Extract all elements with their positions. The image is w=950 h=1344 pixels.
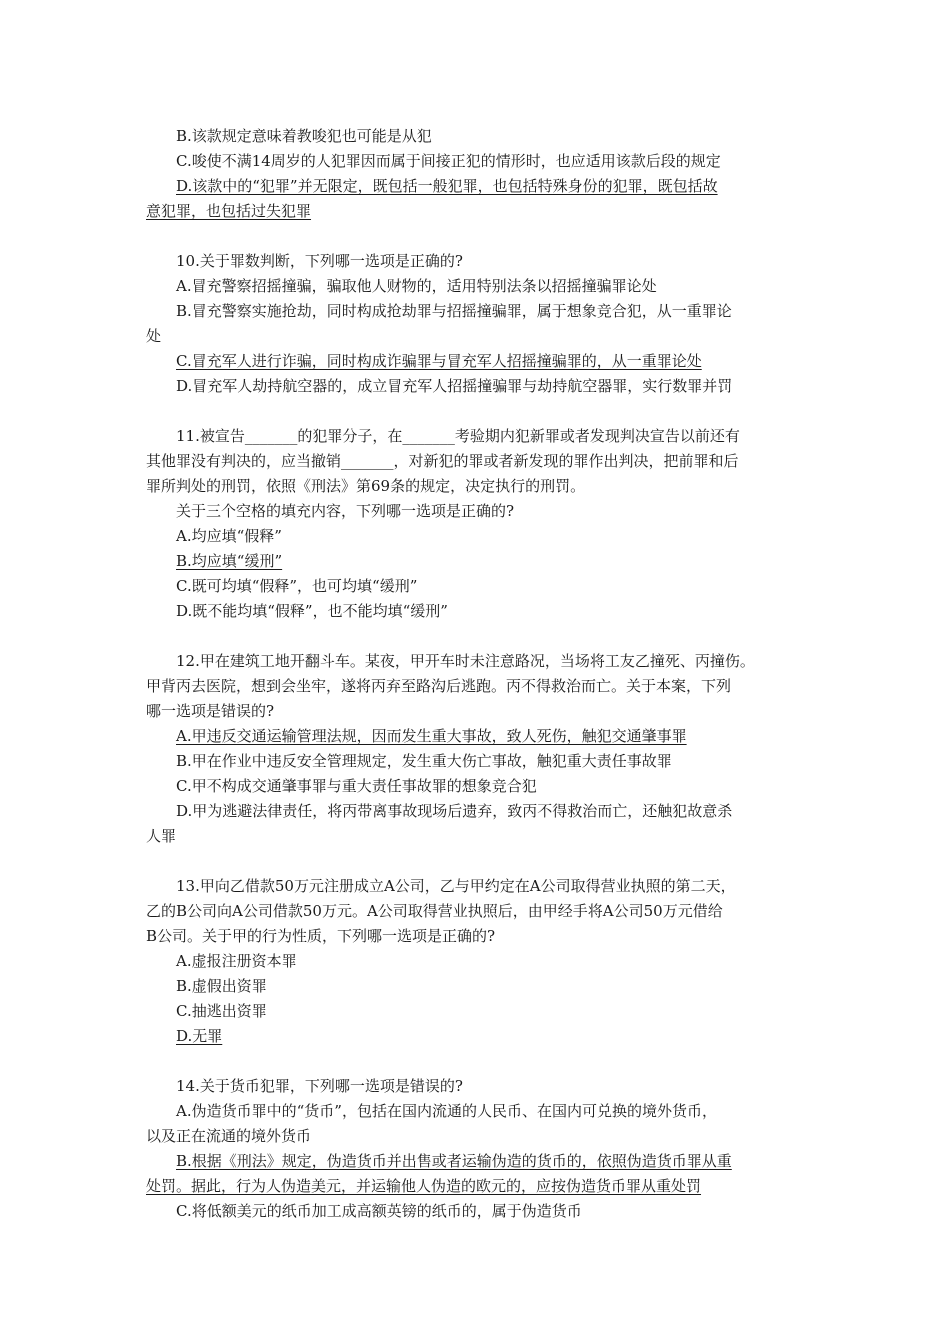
q13-stem-line2: 乙的B公司向A公司借款50万元。A公司取得营业执照后，由甲经手将A公司50万元借给 [146, 902, 723, 920]
q12-answer-a: A.甲违反交通运输管理法规，因而发生重大事故，致人死伤，触犯交通肇事罪 [176, 727, 687, 745]
q11-answer-b: B.均应填“缓刑” [176, 552, 283, 570]
q14-answer-b-line1: B.根据《刑法》规定，伪造货币并出售或者运输伪造的货币的，依照伪造货币罪从重 [176, 1152, 732, 1170]
q12-option-c: C.甲不构成交通肇事罪与重大责任事故罪的想象竞合犯 [176, 777, 537, 795]
q9-option-c: C.唆使不满14周岁的人犯罪因而属于间接正犯的情形时，也应适用该款后段的规定 [176, 152, 721, 170]
q10-option-a: A.冒充警察招摇撞骗，骗取他人财物的，适用特别法条以招摇撞骗罪论处 [176, 277, 657, 295]
q11-question: 关于三个空格的填充内容，下列哪一选项是正确的? [176, 502, 515, 520]
q14-option-c: C.将低额美元的纸币加工成高额英镑的纸币的，属于伪造货币 [176, 1202, 582, 1220]
q9-answer-d-line1: D.该款中的“犯罪”并无限定，既包括一般犯罪，也包括特殊身份的犯罪，既包括故 [176, 177, 718, 195]
exam-text [146, 124, 810, 1224]
q11-stem-line1: 11.被宣告_______的犯罪分子，在_______考验期内犯新罪或者发现判决宣告以前还有 [176, 427, 740, 445]
q14-option-a-line2: 以及正在流通的境外货币 [146, 1127, 312, 1145]
q9-answer-d-line2: 意犯罪，也包括过失犯罪 [146, 202, 312, 220]
q10-option-b-line1: B.冒充警察实施抢劫，同时构成抢劫罪与招摇撞骗罪，属于想象竞合犯，从一重罪论 [176, 302, 732, 320]
q11-stem-line2: 其他罪没有判决的，应当撤销_______，对新犯的罪或者新发现的罪作出判决，把前罪和后 [146, 452, 739, 470]
q9-option-d-line1 [146, 174, 810, 199]
q13-answer-d: D.无罪 [176, 1027, 223, 1045]
q12-option-b: B.甲在作业中违反安全管理规定，发生重大伤亡事故，触犯重大责任事故罪 [176, 752, 672, 770]
q14-option-b-line1 [146, 1149, 810, 1174]
q9-option-b: B.该款规定意味着教唆犯也可能是从犯 [176, 127, 432, 145]
q10-option-c [146, 349, 810, 374]
q11-stem-line3: 罪所判处的刑罚，依照《刑法》第69条的规定，决定执行的刑罚。 [146, 477, 586, 495]
q9-option-d-line2 [146, 199, 810, 224]
q14-option-a-line1: A.伪造货币罪中的“货币”，包括在国内流通的人民币、在国内可兑换的境外货币， [176, 1102, 717, 1120]
q12-option-a [146, 724, 810, 749]
q12-option-d-line2: 人罪 [146, 827, 177, 845]
q13-option-c: C.抽逃出资罪 [176, 1002, 267, 1020]
q14-option-b-line2 [146, 1174, 810, 1199]
q11-option-b [146, 549, 810, 574]
q14-stem: 14.关于货币犯罪，下列哪一选项是错误的? [176, 1077, 463, 1095]
q13-stem-line1: 13.甲向乙借款50万元注册成立A公司，乙与甲约定在A公司取得营业执照的第二天， [176, 877, 736, 895]
q10-option-b-line2: 处 [146, 327, 162, 345]
q10-answer-c: C.冒充军人进行诈骗，同时构成诈骗罪与冒充军人招摇撞骗罪的，从一重罪论处 [176, 352, 702, 370]
q10-stem: 10.关于罪数判断，下列哪一选项是正确的? [176, 252, 463, 270]
q13-option-b: B.虚假出资罪 [176, 977, 267, 995]
q11-option-c: C.既可均填“假释”，也可均填“缓刑” [176, 577, 418, 595]
q12-stem-line3: 哪一选项是错误的? [146, 702, 275, 720]
q12-stem-line1: 12.甲在建筑工地开翻斗车。某夜，甲开车时未注意路况，当场将工友乙撞死、丙撞伤。 [176, 652, 755, 670]
q13-option-d [146, 1024, 810, 1049]
q11-option-d: D.既不能均填“假释”，也不能均填“缓刑” [176, 602, 448, 620]
q13-stem-line3: B公司。关于甲的行为性质，下列哪一选项是正确的? [146, 927, 496, 945]
q12-option-d-line1: D.甲为逃避法律责任，将丙带离事故现场后遗弃，致丙不得救治而亡，还触犯故意杀 [176, 802, 733, 820]
q11-option-a: A.均应填“假释” [176, 527, 282, 545]
q12-stem-line2: 甲背丙去医院，想到会坐牢，遂将丙弃至路沟后逃跑。丙不得救治而亡。关于本案，下列 [146, 677, 732, 695]
q14-answer-b-line2: 处罚。据此，行为人伪造美元，并运输他人伪造的欧元的，应按伪造货币罪从重处罚 [146, 1177, 702, 1195]
q10-option-d: D.冒充军人劫持航空器的，成立冒充军人招摇撞骗罪与劫持航空器罪，实行数罪并罚 [176, 377, 733, 395]
q13-option-a: A.虚报注册资本罪 [176, 952, 297, 970]
